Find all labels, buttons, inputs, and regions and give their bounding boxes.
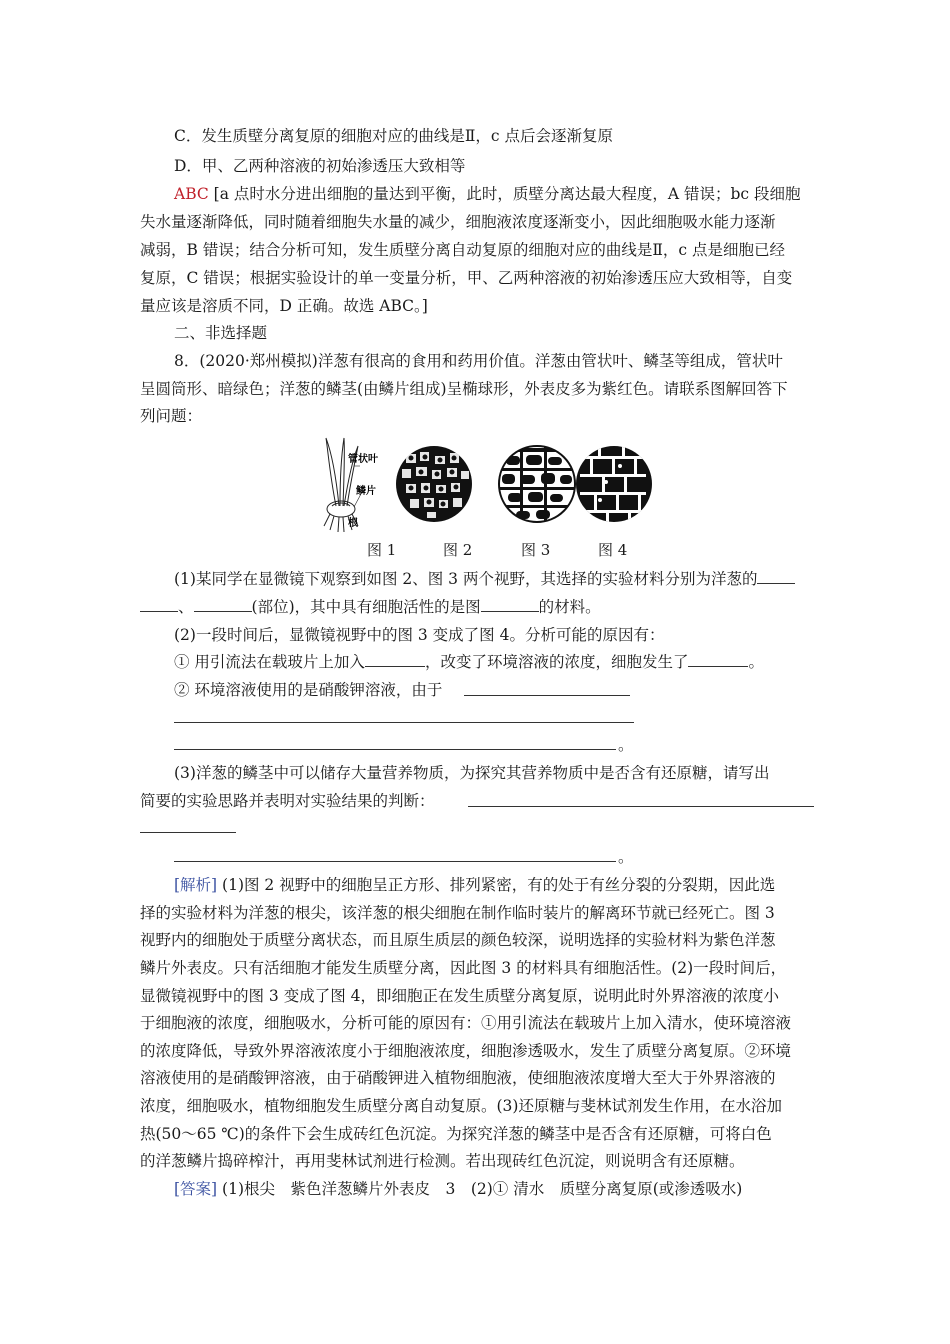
sub-question-3-line-2: 简要的实验思路并表明对实验结果的判断：	[140, 792, 435, 810]
answer-blank[interactable]	[365, 652, 425, 667]
sub-question-1-line-2	[140, 597, 601, 617]
onion-figure	[310, 436, 660, 536]
item-1-end: 。	[748, 653, 764, 671]
answer-line[interactable]	[140, 832, 236, 833]
option-c: C．发生质壁分离复原的细胞对应的曲线是Ⅱ，c 点后会逐渐复原	[174, 127, 614, 145]
analysis-line-2: 择的实验材料为洋葱的根尖，该洋葱的根尖细胞在制作临时装片的解离环节就已经死亡。图 3	[140, 904, 775, 922]
analysis-line-8: 溶液使用的是硝酸钾溶液，由于硝酸钾进入植物细胞液，使细胞液浓度增大至大于外界溶液的	[140, 1069, 776, 1087]
answer-7-line-1	[174, 184, 801, 204]
section-title: 二、非选择题	[174, 324, 268, 342]
item-1-text-2: ，改变了环境溶液的浓度，细胞发生了	[424, 653, 689, 671]
answer-line[interactable]	[174, 861, 616, 862]
sub-question-1-line-1	[174, 569, 795, 589]
question-8-line-3: 列问题：	[140, 407, 203, 425]
analysis-line-5: 显微镜视野中的图 3 变成了图 4，即细胞正在发生质壁分离复原，说明此时外界溶液的浓度小	[140, 987, 780, 1005]
analysis-line-11: 的洋葱鳞片捣碎榨汁，再用斐林试剂进行检测。若出现砖红色沉淀，则说明含有还原糖。	[140, 1152, 745, 1170]
option-d: D．甲、乙两种溶液的初始渗透压大致相等	[174, 157, 466, 175]
micrograph-figure-4	[576, 446, 652, 525]
analysis-line-1	[174, 875, 775, 895]
sub-question-2-intro: (2)一段时间后，显微镜视野中的图 3 变成了图 4。分析可能的原因有：	[174, 626, 665, 644]
answer-7-line-2: 失水量逐渐降低，同时随着细胞失水量的减少，细胞液浓度逐渐变小，因此细胞吸水能力逐渐	[140, 213, 776, 231]
sub-question-1-text-3: 的材料。	[538, 598, 601, 616]
answer-8	[174, 1179, 742, 1199]
answer-line[interactable]	[174, 749, 616, 750]
micrograph-figure-3	[499, 446, 575, 526]
analysis-tag: [解析]	[174, 876, 218, 894]
analysis-line-4: 鳞片外表皮。只有活细胞才能发生质壁分离，因此图 3 的材料具有细胞活性。(2)一段时间后，	[140, 959, 787, 977]
analysis-line-10: 热(50～65 ℃)的条件下会生成砖红色沉淀。为探究洋葱的鳞茎中是否含有还原糖，可将白色	[140, 1125, 772, 1143]
caption-figure-2: 图 2	[443, 541, 473, 559]
answer-line[interactable]	[174, 722, 634, 723]
item-2-end: 。	[618, 736, 634, 754]
sub-question-2-item-1	[174, 652, 764, 672]
analysis-line-9: 浓度，细胞吸水，植物细胞发生质壁分离自动复原。(3)还原糖与斐林试剂发生作用，在水浴加	[140, 1097, 782, 1115]
answer-blank[interactable]	[757, 569, 795, 584]
answer-7-text: [a 点时水分进出细胞的量达到平衡，此时，质壁分离达最大程度，A 错误；bc 段细胞	[208, 185, 801, 203]
answer-8-text: (1)根尖 紫色洋葱鳞片外表皮 3 (2)① 清水 质壁分离复原(或渗透吸水)	[217, 1180, 743, 1198]
analysis-line-6: 于细胞液的浓度，细胞吸水，分析可能的原因有：①用引流法在载玻片上加入清水，使环境溶液	[140, 1014, 792, 1032]
answer-line[interactable]	[468, 806, 814, 807]
caption-figure-4: 图 4	[598, 541, 628, 559]
answer-blank[interactable]	[688, 652, 748, 667]
caption-figure-1: 图 1	[367, 541, 397, 559]
label-leaf: 管状叶	[348, 454, 378, 465]
answer-7-line-5: 量应该是溶质不同，D 正确。故选 ABC。]	[140, 297, 428, 315]
item-1-text: ① 用引流法在载玻片上加入	[174, 653, 365, 671]
answer-7-line-3: 减弱，B 错误；结合分析可知，发生质壁分离自动复原的细胞对应的曲线是Ⅱ，c 点是细胞已经	[140, 241, 785, 259]
analysis-line-3: 视野内的细胞处于质壁分离状态，而且原生质层的颜色较深，说明选择的实验材料为紫色洋葱	[140, 931, 776, 949]
answer-line[interactable]	[464, 695, 630, 696]
sub-question-1-text: (1)某同学在显微镜下观察到如图 2、图 3 两个视野，其选择的实验材料分别为洋葱的	[174, 570, 758, 588]
sub-question-3-end: 。	[618, 848, 634, 866]
answer-tag: [答案]	[174, 1180, 218, 1198]
sub-question-1-text-2: (部位)，其中具有细胞活性的是图	[251, 598, 481, 616]
answer-blank[interactable]	[194, 597, 252, 612]
sub-question-3-line-1: (3)洋葱的鳞茎中可以储存大量营养物质，为探究其营养物质中是否含有还原糖，请写出	[174, 764, 770, 782]
micrograph-figure-2	[396, 446, 472, 522]
answer-blank[interactable]	[481, 597, 539, 612]
item-2-text: ② 环境溶液使用的是硝酸钾溶液，由于	[174, 681, 443, 699]
answer-7-line-4: 复原，C 错误；根据实验设计的单一变量分析，甲、乙两种溶液的初始渗透压应大致相等，自变	[140, 269, 793, 287]
separator-text: 、	[178, 598, 194, 616]
caption-figure-3: 图 3	[521, 541, 551, 559]
analysis-line-7: 的浓度降低，导致外界溶液浓度小于细胞液浓度，细胞渗透吸水，发生了质壁分离复原。②环境	[140, 1042, 792, 1060]
label-root: 根	[348, 518, 358, 529]
question-8-line-1: 8．(2020·郑州模拟)洋葱有很高的食用和药用价值。洋葱由管状叶、鳞茎等组成，管状叶	[174, 352, 783, 370]
answer-blank[interactable]	[140, 597, 178, 612]
question-8-line-2: 呈圆筒形、暗绿色；洋葱的鳞茎(由鳞片组成)呈椭球形，外表皮多为紫红色。请联系图解回答下	[140, 380, 788, 398]
answer-7-key: ABC	[174, 185, 209, 203]
sub-question-2-item-2	[174, 680, 442, 700]
label-scale: 鳞片	[356, 486, 376, 497]
analysis-text: (1)图 2 视野中的细胞呈正方形、排列紧密，有的处于有丝分裂的分裂期，因此选	[217, 876, 776, 894]
